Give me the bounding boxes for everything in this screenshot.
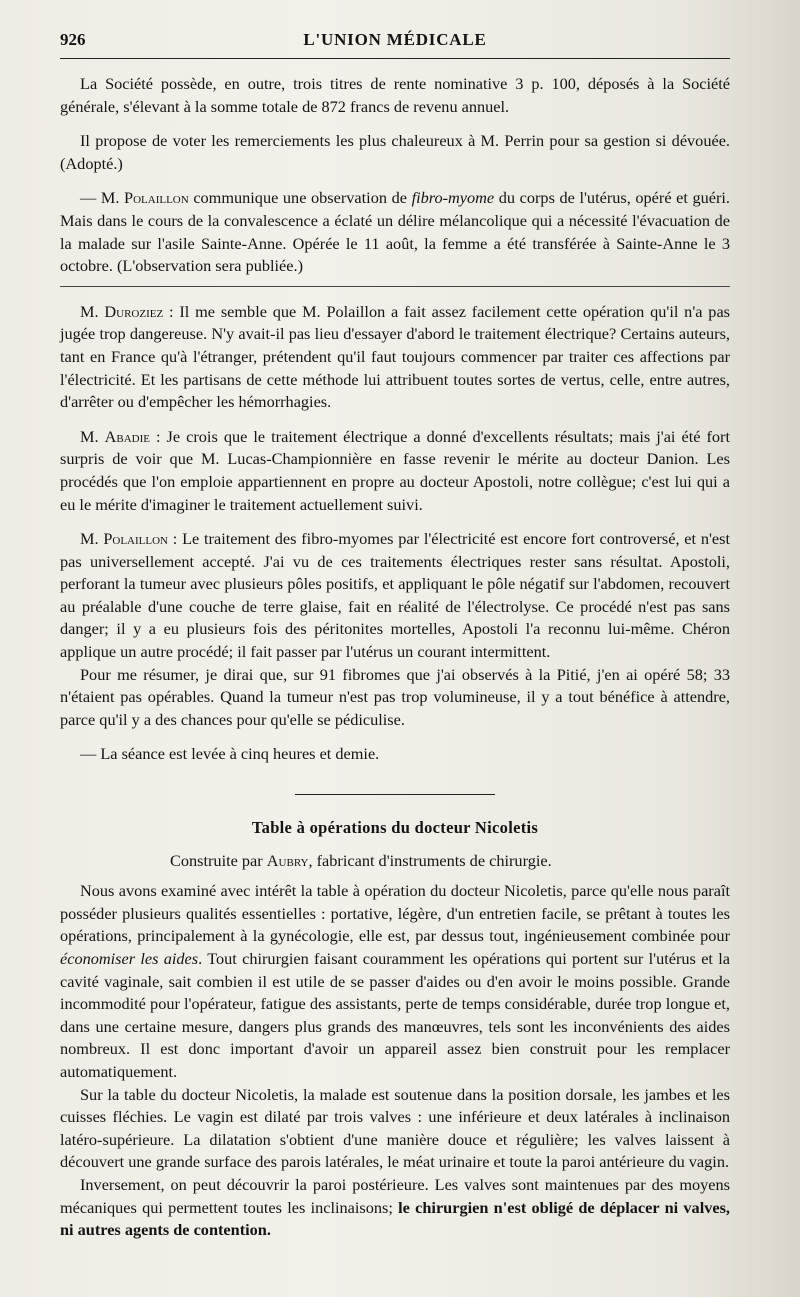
speaker-name: Polaillon	[103, 529, 168, 549]
speaker-name: Duroziez	[104, 301, 164, 321]
paragraph-resume: Pour me résumer, je dirai que, sur 91 fibromes que j'ai observés à la Pitié, j'en ai opéré 58; 33 n'étaient pas opérables. Quand la tumeur n'est pas trop volumineuse, il y a tout bénéfice à attendre, parce qu'il y a des chances pour qu'elle se pédiculise.	[60, 664, 730, 729]
paragraph-table-intro	[60, 880, 730, 1083]
speaker-name: Polaillon	[124, 188, 189, 208]
divider-rule	[60, 286, 730, 287]
text-segment: : Je crois que le traitement électrique a donné d'excellents résultats; mais j'ai été fort surpris de voir que M. Lucas-Championnière en fasse revenir le mérite au docteur Danion. Les procédés que l'on emploie appartiennent en propre au docteur Apostoli, notre collègue; c'est lui qui a eu le mérite d'imaginer le traitement actuellement suivi.	[60, 426, 730, 514]
text-segment: : Il me semble que M. Polaillon a fait assez facilement cette opération qu'il n'a pas jugée trop dangereuse. N'y avait-il pas lieu d'essayer d'abord le traitement électrique? Certains auteurs, tant en France qu'à l'étranger, prétendent qu'il faut toujours commencer par traiter ces affections par l'électricité. Et les partisans de cette méthode lui attribuent toutes sortes de vertus, celle, entre autres, d'arrêter ou d'empêcher les hémorrhagies.	[60, 301, 731, 412]
maker-name: Aubry	[266, 850, 309, 870]
paragraph-abadie	[60, 426, 730, 516]
text-segment: Nous avons examiné avec intérêt la table à opération du docteur Nicoletis, parce qu'elle nous paraît posséder plusieurs qualités essentielles : portative, légère, d'un entretien facile, se prêtant à toutes les opérations, principalement à la gynécologie, elle est, par dessus tout, ingénieusement combinée pour	[60, 881, 730, 946]
italic-term: fibro-myome	[411, 188, 495, 208]
text-segment: Inversement, on peut découvrir la paroi postérieure. Les valves sont maintenues par des moyens mécaniques qui permettent toutes les inclinaisons;	[60, 1174, 730, 1217]
text-segment: communique une observation de	[193, 188, 407, 208]
paragraph-table-position: Sur la table du docteur Nicoletis, la malade est soutenue dans la position dorsale, les jambes et les cuisses fléchies. Le vagin est dilaté par trois valves : une inférieure et deux latérales à inclinaison latéro-supérieure. La dilatation s'obtient d'une manière douce et régulière; les valves laissent à découvert une grande surface des parois latérales, le méat urinaire et toute la paroi antérieure du vagin.	[60, 1084, 730, 1172]
paragraph-rente: La Société possède, en outre, trois titres de rente nominative 3 p. 100, déposés à la Société générale, s'élevant à la somme totale de 872 francs de revenu annuel.	[60, 74, 730, 116]
paragraph-polaillon-reply	[60, 528, 730, 664]
text-segment: du corps de l'utérus, opéré et guéri. Mais dans le cours de la convalescence a éclaté un délire mélancolique qui a nécessité l'évacuation de la malade sur l'asile Sainte-Anne. Opérée le 11 août, la femme a été transférée à Sainte-Anne le 3 octobre. (L'observation sera publiée.)	[60, 188, 731, 276]
intro-text: M.	[80, 301, 99, 321]
italic-term: économiser les aides	[60, 949, 199, 968]
text-segment: Construite par	[170, 850, 263, 870]
section-subtitle	[60, 850, 730, 873]
intro-text: — M.	[80, 188, 120, 208]
page-number: 926	[60, 30, 86, 49]
journal-title: L'UNION MÉDICALE	[303, 30, 487, 49]
text-segment: : Le traitement des fibro-myomes par l'électricité est encore fort controversé, et n'est pas universellement accepté. J'ai vu de ces traitements électriques rester sans résultat. Apostoli, perforant la tumeur avec plusieurs pôles positifs, et appliquant le pôle négatif sur l'abdomen, recouvert au préalable d'une couche de terre glaise, fait en réalité de l'électrolyse. Ce procédé n'est pas sans danger; il y a eu plusieurs fois des péritonites mortelles, Apostoli l'a reconnu lui-même. Chéron applique un autre procédé; il fait passer par l'utérus un courant intermittent.	[60, 529, 730, 662]
paragraph-polaillon-observation	[60, 187, 730, 277]
paragraph-table-valves	[60, 1174, 730, 1242]
text-segment: , fabricant d'instruments de chirurgie.	[308, 850, 552, 870]
text-segment: . Tout chirurgien faisant couramment les opérations qui portent sur l'utérus et la cavité vaginale, sait combien il est utile de se passer d'aides ou d'en avoir le moins possible. Grande incommodité pour l'opérateur, fatigue des assistants, perte de temps considérable, durée trop longue et, dans une certaine mesure, dangers plus grands des manœuvres, tels sont les inconvénients des aides nombreux. Il est donc important d'avoir un appareil assez bien construit pour les remplacer automatiquement.	[60, 949, 730, 1081]
running-head	[60, 28, 730, 59]
speaker-name: Abadie	[104, 426, 150, 446]
intro-text: M.	[80, 529, 99, 549]
paragraph-remerciements: Il propose de voter les remerciements les plus chaleureux à M. Perrin pour sa gestion si dévouée. (Adopté.)	[60, 131, 730, 173]
paragraph-seance-levee: — La séance est levée à cinq heures et demie.	[80, 744, 380, 764]
intro-text: M.	[80, 426, 99, 446]
paragraph-duroziez	[60, 301, 730, 414]
bold-text-segment: le chirurgien n'est obligé de déplacer ni valves, ni autres agents de contention.	[60, 1197, 730, 1240]
section-title: Table à opérations du docteur Nicoletis	[251, 818, 539, 838]
section-separator	[295, 794, 495, 795]
